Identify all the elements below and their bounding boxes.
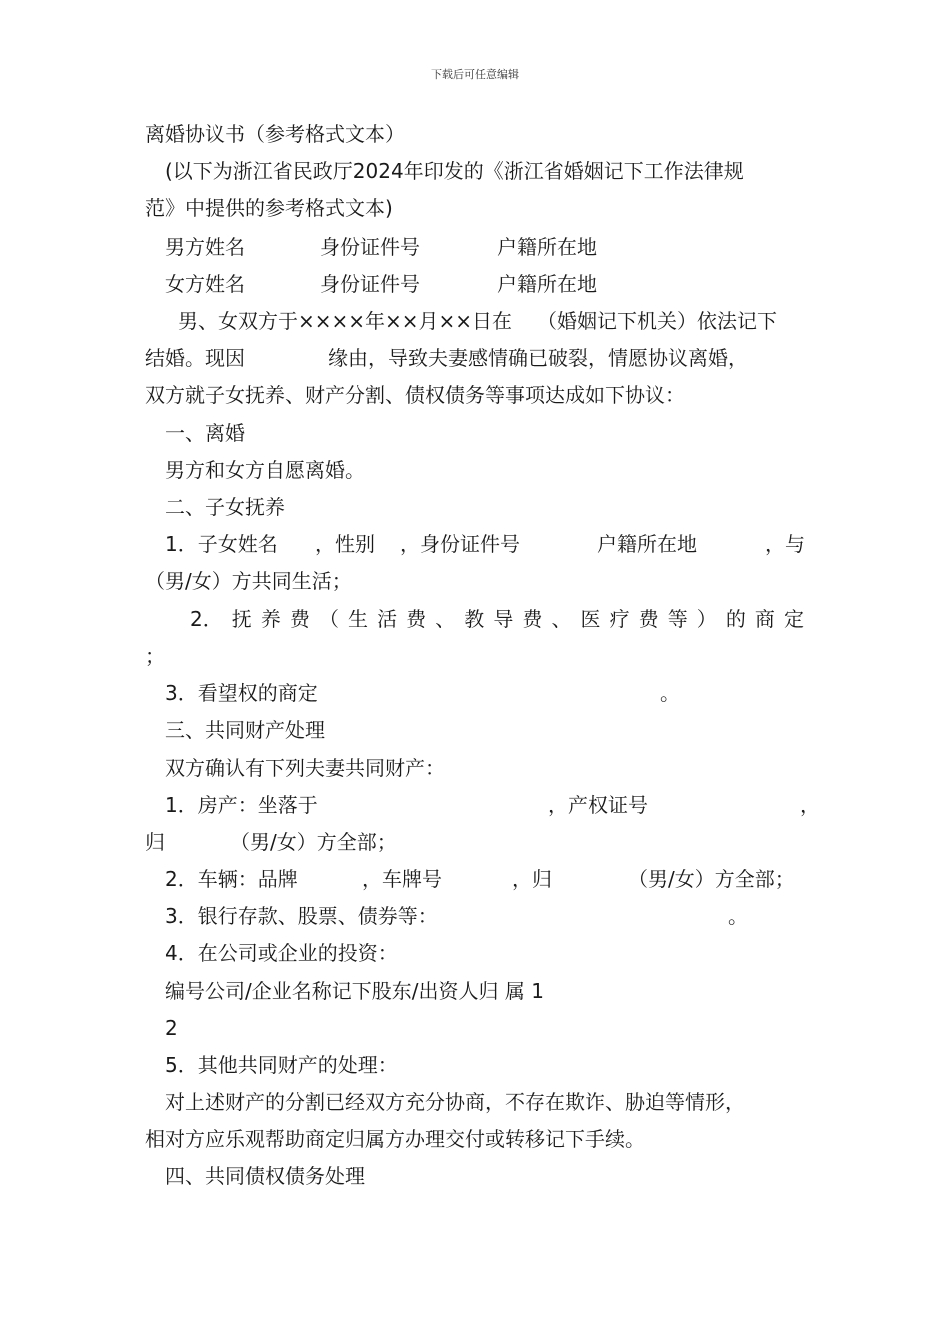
bank-assets-label: 3．银行存款、股票、债券等： [165, 904, 438, 928]
preamble-line-2b: 缘由，导致夫妻感情确已破裂，情愿协议离婚， [328, 346, 748, 370]
child-support-char: 生 [348, 607, 369, 631]
child-support-char: 养 [260, 607, 281, 631]
child-name-label: 1．子女姓名 [165, 532, 278, 556]
male-id-label: 身份证件号 [320, 235, 420, 259]
visitation-end: 。 [660, 681, 680, 705]
house-cert-label: ，产权证号 [548, 793, 648, 817]
car-plate-label: ，车牌号 [362, 867, 442, 891]
child-support-char: 医 [580, 607, 601, 631]
child-support-char: 费 [289, 607, 310, 631]
female-id-label: 身份证件号 [320, 272, 420, 296]
section-3-heading: 三、共同财产处理 [165, 718, 325, 742]
house-location-label: 1．房产：坐落于 [165, 793, 318, 817]
child-support-char: 抚 [231, 607, 252, 631]
intro-line-2: 范》中提供的参考格式文本) [145, 196, 393, 220]
child-support-char: ） [696, 607, 717, 631]
child-residence-label: 户籍所在地 [597, 532, 697, 556]
preamble-line-2a: 结婚。现因 [145, 346, 245, 370]
child-support-char: 教 [464, 607, 485, 631]
property-confirm: 双方确认有下列夫妻共同财产： [165, 756, 445, 780]
document-title: 离婚协议书（参考格式文本） [145, 122, 405, 146]
child-support-char: 、 [435, 607, 456, 631]
child-with-label: ，与 [765, 532, 805, 556]
car-brand-label: 2．车辆：品牌 [165, 867, 298, 891]
child-gender-label: ，性别 [315, 532, 375, 556]
house-comma: ， [800, 793, 820, 817]
bank-assets-end: 。 [728, 904, 748, 928]
child-support-tail: ； [145, 644, 165, 668]
child-support-char: 商 [754, 607, 775, 631]
house-owner-prefix: 归 [145, 830, 165, 854]
female-residence-label: 户籍所在地 [497, 272, 597, 296]
investment-label: 4．在公司或企业的投资： [165, 941, 398, 965]
child-support-line [190, 606, 804, 632]
child-live-with: （男/女）方共同生活； [145, 569, 352, 593]
section-4-heading: 四、共同债权债务处理 [165, 1164, 365, 1188]
child-support-char: 疗 [609, 607, 630, 631]
child-support-char: 的 [725, 607, 746, 631]
car-owner-text: （男/女）方全部； [628, 867, 795, 891]
male-name-label: 男方姓名 [165, 235, 245, 259]
preamble-line-1a: 男、女双方于××××年××月××日在 [178, 309, 513, 333]
section-1-heading: 一、离婚 [165, 421, 245, 445]
property-note-line-1: 对上述财产的分割已经双方充分协商，不存在欺诈、胁迫等情形， [165, 1090, 745, 1114]
car-owner-prefix: ，归 [512, 867, 552, 891]
child-support-char: 活 [377, 607, 398, 631]
intro-line-1: (以下为浙江省民政厅2024年印发的《浙江省婚姻记下工作法律规 [165, 159, 744, 183]
child-support-number: 2． [190, 607, 223, 631]
preamble-line-1b: （婚姻记下机关）依法记下 [537, 309, 777, 333]
child-support-char: 定 [783, 607, 804, 631]
child-support-char: （ [318, 607, 339, 631]
child-support-char: 、 [551, 607, 572, 631]
child-support-char: 费 [522, 607, 543, 631]
visitation-label: 3．看望权的商定 [165, 681, 318, 705]
female-name-label: 女方姓名 [165, 272, 245, 296]
male-residence-label: 户籍所在地 [497, 235, 597, 259]
child-support-char: 费 [638, 607, 659, 631]
child-id-label: ，身份证件号 [400, 532, 520, 556]
house-owner-text: （男/女）方全部； [230, 830, 397, 854]
other-property-label: 5．其他共同财产的处理： [165, 1053, 398, 1077]
page-header: 下载后可任意编辑 [431, 68, 519, 81]
property-note-line-2: 相对方应乐观帮助商定归属方办理交付或转移记下手续。 [145, 1127, 645, 1151]
investment-table-row: 2 [165, 1016, 178, 1040]
investment-table-header: 编号公司/企业名称记下股东/出资人归 属 1 [165, 979, 544, 1003]
child-support-char: 费 [406, 607, 427, 631]
section-1-text: 男方和女方自愿离婚。 [165, 458, 365, 482]
child-support-char: 等 [667, 607, 688, 631]
section-2-heading: 二、子女抚养 [165, 495, 285, 519]
preamble-line-3: 双方就子女抚养、财产分割、债权债务等事项达成如下协议： [145, 383, 685, 407]
child-support-char: 导 [493, 607, 514, 631]
